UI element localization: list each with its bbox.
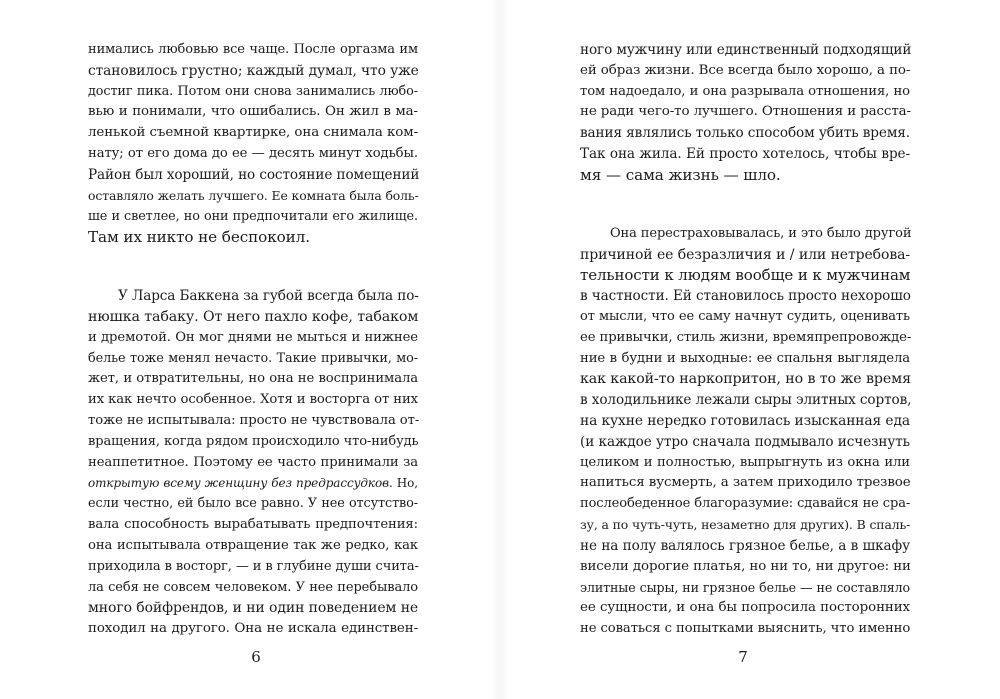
book-gutter bbox=[490, 0, 510, 699]
text-line: ее сущности, и она бы попросила посторонних bbox=[580, 600, 910, 616]
text-line: Так она жила. Ей просто хотелось, чтобы вре- bbox=[580, 146, 910, 163]
text-line: она испытывала отвращение так же редко, как bbox=[88, 537, 418, 553]
text-line: на кухне нередко готовилась изысканная еда bbox=[580, 413, 910, 430]
text-line: не ради чего-то лучшего. Отношения и расста- bbox=[580, 104, 911, 120]
text-line: их как нечто особенное. Хотя и восторга от них bbox=[88, 392, 418, 408]
text-line: как какой-то наркопритон, но в то же время bbox=[580, 371, 911, 388]
text-line: нату; от его дома до ее — десять минут ходьбы. bbox=[88, 146, 418, 162]
page-number: 7 bbox=[738, 648, 748, 666]
text-line: много бойфрендов, и ни один поведением не bbox=[88, 600, 419, 617]
text-line: становилось грустно; каждый думал, что уже bbox=[88, 62, 419, 79]
text-line: от мысли, что ее саму начнут судить, оценивать bbox=[580, 308, 910, 324]
text-line-with-italic bbox=[88, 473, 418, 494]
text-line: в частности. Ей становилось просто нехорошо bbox=[580, 288, 911, 305]
text-line: вращения, когда рядом происходило что-нибудь bbox=[88, 433, 419, 449]
text-line: (и каждое утро сначала подмывало исчезнуть bbox=[580, 433, 910, 450]
text-line: элитные сыры, ни грязное белье — не составляло bbox=[580, 579, 910, 595]
text-line: У Ларса Баккена за губой всегда была по- bbox=[118, 288, 419, 305]
text-fragment: . Но, bbox=[389, 476, 418, 491]
text-line: ла себя не совсем человеком. У нее перебывало bbox=[88, 579, 418, 595]
text-line: и дремотой. Он мог днями не мыться и нижнее bbox=[88, 329, 418, 345]
text-line: не на полу валялось грязное белье, а в шкафу bbox=[580, 537, 910, 554]
text-line: ее привычки, стиль жизни, времяпрепровожде- bbox=[580, 329, 912, 345]
text-line: целиком и полностью, выпрыгнуть из окна или bbox=[580, 454, 910, 470]
text-line: причиной ее безразличия и / или нетребова- bbox=[580, 246, 910, 263]
text-line: вала способность вырабатывать предпочтения: bbox=[88, 517, 418, 533]
text-line: нимались любовью все чаще. После оргазма им bbox=[88, 42, 418, 57]
text-line: зу, а по чуть-чуть, незаметно для других). В спаль- bbox=[580, 517, 911, 533]
text-line: ленькой съемной квартирке, она снимала ком- bbox=[88, 125, 418, 141]
text-line: мя — сама жизнь — шло. bbox=[580, 165, 781, 184]
text-line: достиг пика. Потом они снова занимались любо- bbox=[88, 83, 418, 99]
text-line: тельности к людям вообще и к мужчинам bbox=[580, 266, 911, 285]
text-line: Район был хороший, но состояние помещений bbox=[88, 166, 420, 183]
text-line: не соваться с попытками выяснить, что именно bbox=[580, 621, 911, 637]
text-line: жет, и отвратительны, но она не воспринимала bbox=[88, 371, 418, 387]
text-line: Там их никто не беспокоил. bbox=[88, 228, 310, 247]
text-line: послеобеденное благоразумие: сдавайся не сра- bbox=[580, 496, 911, 512]
italic-phrase: открытую всему женщину без предрассудков bbox=[88, 476, 390, 491]
text-line: том надоедало, и она разрывала отношения, но bbox=[580, 83, 910, 99]
text-line: ей образ жизни. Все всегда было хорошо, а по- bbox=[580, 62, 911, 78]
text-line: тоже не испытывала: просто не чувствовала от- bbox=[88, 413, 420, 429]
text-line: Она перестраховывалась, и это было другой bbox=[610, 225, 912, 241]
text-line: ние в будни и выходные: ее спальня выглядела bbox=[580, 350, 910, 366]
text-line: оставляло желать лучшего. Ее комната была боль- bbox=[88, 187, 419, 203]
text-line: если честно, ей было все равно. У нее отсутство- bbox=[88, 496, 418, 512]
text-line: в холодильнике лежали сыры элитных сортов, bbox=[580, 392, 912, 409]
text-line: белье тоже менял нечасто. Такие привычки, мо- bbox=[88, 350, 418, 366]
text-line: напиться вусмерть, а затем приходило трезвое bbox=[580, 475, 911, 491]
text-line: вания являлись только способом убить время. bbox=[580, 125, 910, 142]
text-line: ше и светлее, но они предпочитали его жилище. bbox=[88, 208, 418, 224]
right-page bbox=[500, 0, 1000, 699]
text-line: приходила в восторг, — и в глубине души счита- bbox=[88, 558, 419, 574]
text-line: нюшка табаку. От него пахло кофе, табаком bbox=[88, 308, 419, 325]
text-line: ного мужчину или единственный подходящий bbox=[580, 42, 912, 58]
text-line: вью и понимали, что ошибались. Он жил в ма- bbox=[88, 104, 418, 120]
text-line: висели дорогие платья, но ни то, ни другое: ни bbox=[580, 558, 911, 574]
page-number: 6 bbox=[251, 648, 261, 666]
text-line: неаппетитное. Поэтому ее часто принимали за bbox=[88, 454, 418, 470]
text-line: походил на другого. Она не искала единствен- bbox=[88, 621, 418, 637]
